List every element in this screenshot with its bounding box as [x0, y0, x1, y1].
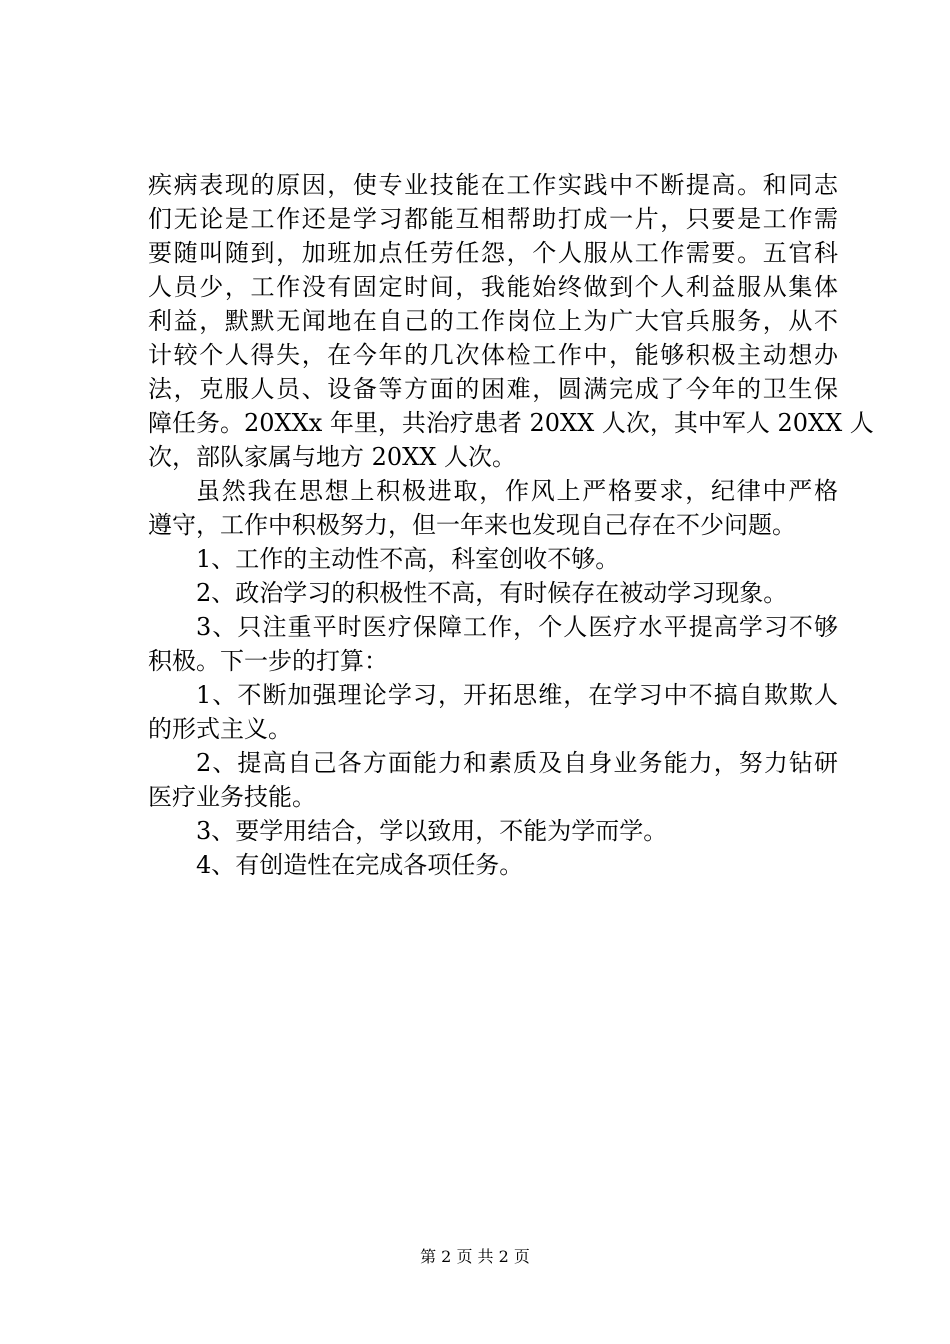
text-line: 次，部队家属与地方 20XX 人次。: [148, 443, 516, 471]
text-line: 积极。下一步的打算：: [148, 647, 388, 675]
text-line: 医疗业务技能。: [148, 783, 316, 811]
text-line: 要随叫随到，加班加点任劳任怨，个人服从工作需要。五官科: [148, 239, 838, 267]
text-line: 遵守，工作中积极努力，但一年来也发现自己存在不少问题。: [148, 511, 796, 539]
text-line: 人员少，工作没有固定时间，我能始终做到个人利益服从集体: [148, 273, 838, 301]
text-line: 法，克服人员、设备等方面的困难，圆满完成了今年的卫生保: [148, 375, 838, 403]
text-line: 1、工作的主动性不高，科室创收不够。: [196, 545, 620, 573]
document-body: [148, 168, 874, 882]
text-line: 们无论是工作还是学习都能互相帮助打成一片，只要是工作需: [148, 205, 838, 233]
text-line: 疾病表现的原因，使专业技能在工作实践中不断提高。和同志: [148, 171, 838, 199]
text-line: 1、不断加强理论学习，开拓思维，在学习中不搞自欺欺人: [196, 681, 838, 709]
text-line: 2、提高自己各方面能力和素质及自身业务能力，努力钻研: [196, 749, 838, 777]
page-number-footer: 第 2 页 共 2 页: [420, 1247, 530, 1266]
text-line: 4、有创造性在完成各项任务。: [196, 851, 524, 879]
text-line: 3、要学用结合，学以致用，不能为学而学。: [196, 817, 668, 845]
text-line: 3、只注重平时医疗保障工作，个人医疗水平提高学习不够: [196, 613, 838, 641]
text-line: 的形式主义。: [148, 715, 292, 743]
text-line: 障任务。20XXx 年里，共治疗患者 20XX 人次，其中军人 20XX 人: [148, 409, 874, 437]
text-line: 虽然我在思想上积极进取，作风上严格要求，纪律中严格: [196, 477, 838, 505]
text-line: 计较个人得失，在今年的几次体检工作中，能够积极主动想办: [148, 341, 838, 369]
text-line: 2、政治学习的积极性不高，有时候存在被动学习现象。: [196, 579, 788, 607]
text-line: 利益，默默无闻地在自己的工作岗位上为广大官兵服务，从不: [148, 307, 838, 335]
